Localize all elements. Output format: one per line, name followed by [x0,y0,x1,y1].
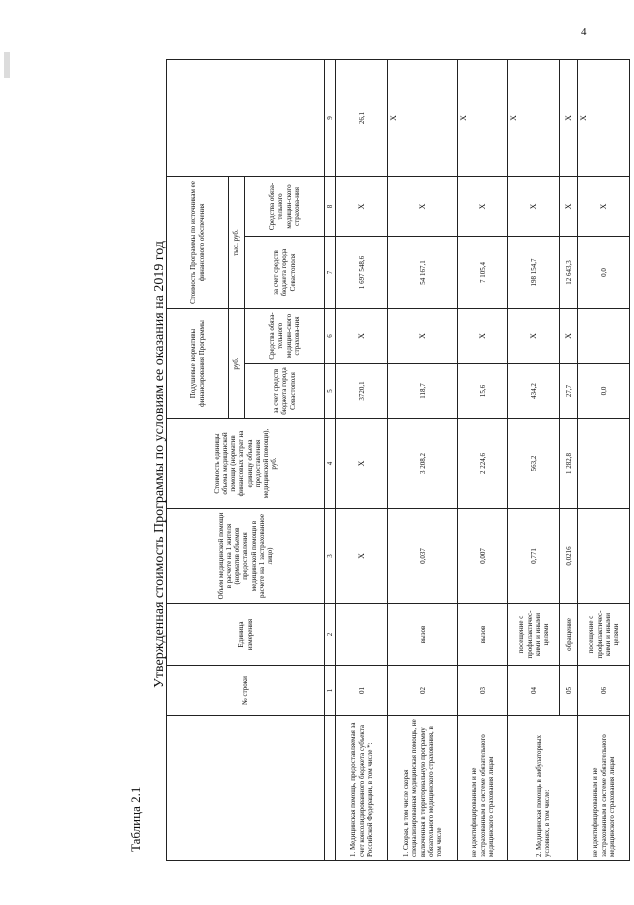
row-cost-budget: 12 643,3 [560,237,578,309]
row-pc-budget: 0,0 [578,364,630,419]
header-cost-oms: Средства обяза-тельного медицин-ского страхова-ния [245,176,325,236]
header-volume: Объем медицинской помощи в расчете на 1 жителя (норматив объемов предоставления медицинской помощи в расчете на 1 застрахованное лицо) [167,509,325,604]
row-volume: 0,771 [508,509,560,604]
row-cost-budget: 54 167,1 [388,237,458,309]
header-blank [167,716,325,861]
col-number: 8 [325,176,336,236]
header-per-capita: Подушевые нормативы финансирования Программы [167,309,229,419]
row-cost-oms: X [578,176,630,236]
row-cost-unit: 2 224,6 [458,419,508,509]
table-label: Таблица 2.1 [128,786,143,852]
header-program-cost-unit: тыс. руб. [229,176,245,308]
row-cost-oms: X [388,176,458,236]
header-program-cost: Стоимость Программы по источникам ее финансового обеспечения [167,176,229,308]
row-no: 04 [508,666,560,716]
row-pc-oms: X [458,309,508,364]
row-no: 06 [578,666,630,716]
row-pc-oms: X [388,309,458,364]
row-volume: 0,007 [458,509,508,604]
cost-table [166,59,630,861]
column-number-row [325,59,336,860]
page-number: 4 [581,26,587,38]
table-row [336,59,388,860]
header-pc-budget: за счет средств бюджета города Севастополя [245,364,325,419]
row-pc-budget: 15,6 [458,364,508,419]
row-cost-budget: 0,0 [578,237,630,309]
row-name: 1. Медицинская помощь, предоставляемая за счет консолидированного бюджета субъекта Российской Федерации, в том числе *: [336,716,388,861]
row-percent: X [508,59,560,176]
row-percent: 26,1 [336,59,388,176]
row-volume: 0,0216 [560,509,578,604]
header-unit: Единица измерения [167,604,325,666]
row-pc-oms: X [336,309,388,364]
row-cost-unit: X [336,419,388,509]
row-unit: вызов [388,604,458,666]
header-row-no: № строки [167,666,325,716]
row-unit: обращение [560,604,578,666]
row-cost-unit: 563,2 [508,419,560,509]
row-no: 01 [336,666,388,716]
table-row [388,59,458,860]
header-per-capita-unit: руб. [229,309,245,419]
row-cost-oms: X [458,176,508,236]
row-percent: X [578,59,630,176]
row-volume: 0,037 [388,509,458,604]
table-frame [166,0,620,861]
row-unit [336,604,388,666]
col-number: 7 [325,237,336,309]
row-no: 02 [388,666,458,716]
row-cost-oms: X [560,176,578,236]
row-unit: посещение с профилактичес-кими и иными целями [508,604,560,666]
row-percent: X [388,59,458,176]
col-number: 6 [325,309,336,364]
scan-artifact [4,52,10,78]
row-volume [578,509,630,604]
table-heading: Утвержденная стоимость Программы по условиям ее оказания на 2019 год [152,241,167,688]
row-pc-oms [578,309,630,364]
row-no: 03 [458,666,508,716]
col-number-blank [325,716,336,861]
header-pc-oms: Средства обяза-тельного медицин-ского страхова-ния [245,309,325,364]
row-cost-budget: 7 105,4 [458,237,508,309]
header-cost-budget: за счет средств бюджета города Севастополя [245,237,325,309]
row-cost-budget: 1 697 548,6 [336,237,388,309]
row-cost-unit: 3 208,2 [388,419,458,509]
row-cost-unit: 1 282,8 [560,419,578,509]
row-cost-budget: 198 154,7 [508,237,560,309]
row-percent: X [560,59,578,176]
row-cost-unit [578,419,630,509]
header-cost-unit: Стоимость единицы объема медицинской помощи (норматив финансовых затрат на единицу объема предоставления медицинской помощи), руб. [167,419,325,509]
row-unit: посещение с профилактичес-кими и иными целями [578,604,630,666]
col-number: 5 [325,364,336,419]
row-name: не идентифицированным и не застрахованным в системе обязательного медицинского страхования лицам [578,716,630,861]
row-name: 1. Скорая, в том числе скорая специализированная медицинская помощь, не включенная в территориальную программу обязательного медицинского страхования, в том числе [388,716,458,861]
col-number: 1 [325,666,336,716]
col-number: 4 [325,419,336,509]
col-number: 3 [325,509,336,604]
row-name: 2. Медицинская помощь в амбулаторных условиях, в том числе: [508,716,578,861]
row-name: не идентифицированным и не застрахованным в системе обязательного медицинского страхования лицам [458,716,508,861]
row-pc-budget: 3720,1 [336,364,388,419]
row-pc-oms: X [508,309,560,364]
row-pc-budget: 118,7 [388,364,458,419]
header-row-1 [167,59,229,860]
row-pc-budget: 27,7 [560,364,578,419]
col-number: 2 [325,604,336,666]
row-pc-oms: X [560,309,578,364]
col-number: 9 [325,59,336,176]
table-row [578,59,630,860]
row-pc-budget: 434,2 [508,364,560,419]
row-percent: X [458,59,508,176]
header-blank-right [167,59,325,176]
table-row [458,59,508,860]
table-row [508,59,560,860]
row-no: 05 [560,666,578,716]
row-unit: вызов [458,604,508,666]
row-cost-oms: X [508,176,560,236]
row-cost-oms: X [336,176,388,236]
row-volume: X [336,509,388,604]
